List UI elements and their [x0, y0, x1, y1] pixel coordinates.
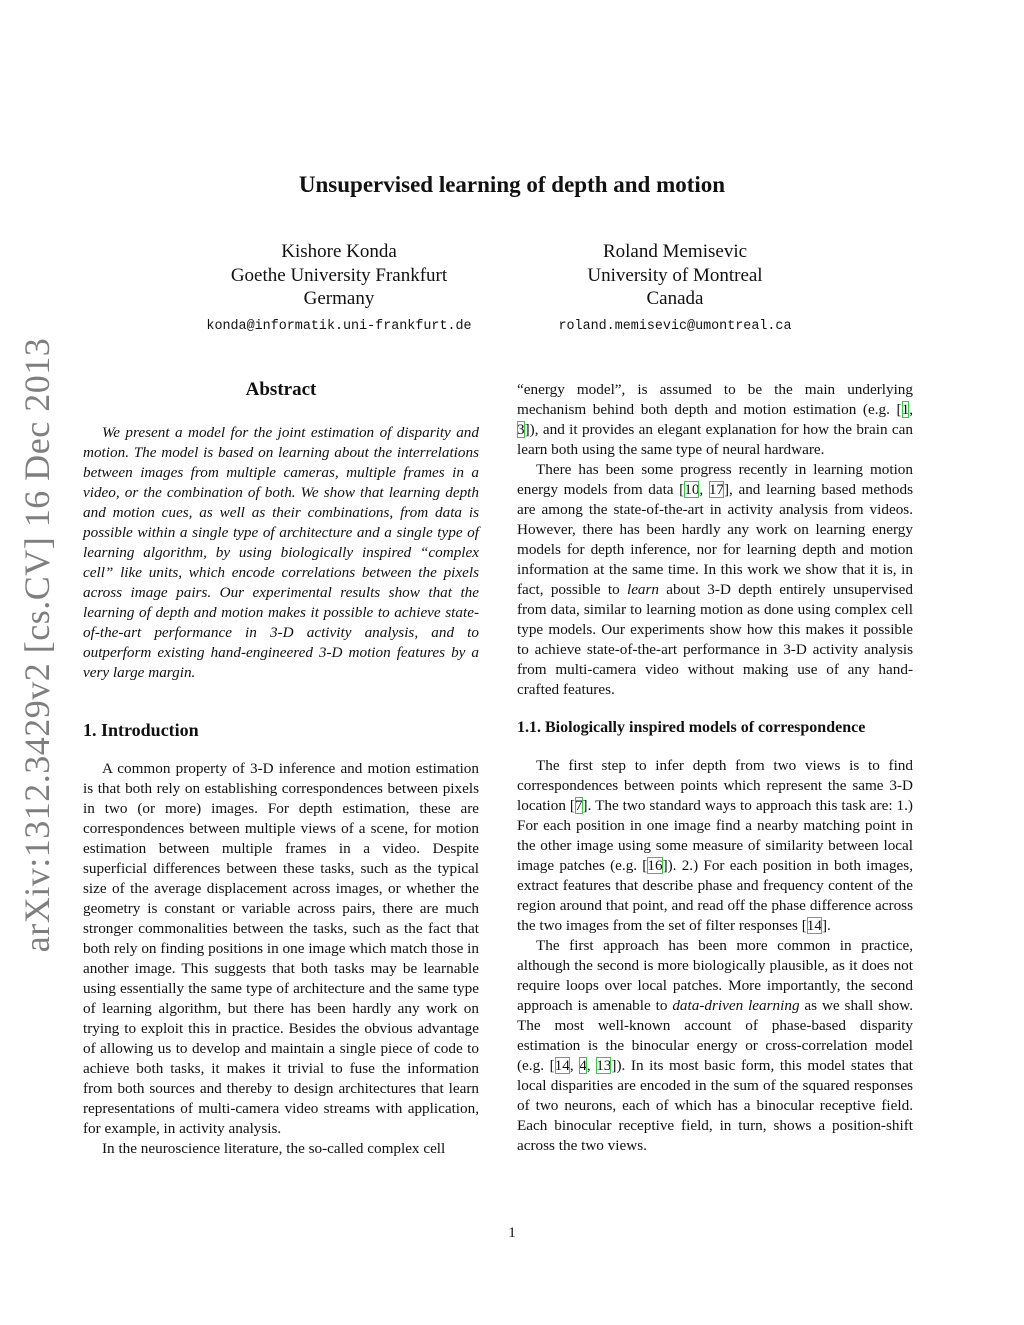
- author-country: Germany: [303, 288, 375, 309]
- subsection-paragraph-2: The first approach has been more common in practice, although the second is more biologically plausible, as it does not require loops over local patches. More importantly, the second approach is amenable to data-driven learning as we shall show. The most well-known account of phase-based disparity estimation is the binocular energy or cross-correlation model (e.g. [14, 4, 13]). In its most basic form, this model states that local disparities are encoded in the sum of the squared responses of two neurons, each of which has a binocular receptive field. Each binocular receptive field, in turn, shows a position-shift across the two views.: [517, 937, 914, 1154]
- author-email[interactable]: konda@informatik.uni-frankfurt.de: [206, 318, 472, 334]
- intro-heading: 1. Introduction: [83, 720, 199, 740]
- citation-link[interactable]: 16: [647, 857, 663, 874]
- author-affiliation: University of Montreal: [587, 264, 763, 286]
- author-block-2: [505, 240, 845, 338]
- subsection-paragraph-1: The first step to infer depth from two views is to find correspondences between points which represent the same 3-D location [7]. The two standard ways to approach this task are: 1.) For each position in one image find a nearby matching point in the other image using some measure of similarity between local image patches (e.g. [16]). 2.) For each position in both images, extract features that describe phase and frequency content of the region around that point, and read off the phase difference across the two images from the set of filter responses [14].: [517, 757, 913, 934]
- citation-link[interactable]: 10: [684, 481, 700, 498]
- citation-link[interactable]: 3: [517, 421, 525, 438]
- intro-paragraph-2: In the neuroscience literature, the so-called complex cell: [102, 1140, 446, 1157]
- citation-link[interactable]: 1: [901, 401, 910, 418]
- abstract-text: We present a model for the joint estimation of disparity and motion. The model is based on learning about the interrelations between images from multiple cameras, multiple frames in a video, or the combination of both. We show that learning depth and motion cues, as well as their combinations, from data is possible within a single type of architecture and a single type of learning algorithm, by using biologically inspired “complex cell” like units, which encode correlations between the pixels across image pairs. Our experimental results show that the learning of depth and motion makes it possible to achieve state-of-the-art performance in 3-D activity analysis, and to outperform existing hand-engineered 3-D motion features by a very large margin.: [83, 424, 479, 681]
- right-column: [517, 380, 913, 1156]
- citation-link[interactable]: 17: [708, 481, 724, 498]
- left-column: [83, 380, 479, 1159]
- paper-title: Unsupervised learning of depth and motion: [298, 172, 726, 197]
- author-name: Kishore Konda: [281, 241, 397, 262]
- subsection-heading: 1.1. Biologically inspired models of correspondence: [517, 719, 866, 736]
- author-block-1: [169, 240, 509, 338]
- author-name: Roland Memisevic: [602, 241, 748, 262]
- citation-link[interactable]: 4: [579, 1057, 587, 1074]
- author-email[interactable]: roland.memisevic@umontreal.ca: [558, 318, 792, 334]
- page-number: 1: [508, 1225, 516, 1241]
- arxiv-stamp: arXiv:1312.3429v2 [cs.CV] 16 Dec 2013: [17, 337, 57, 953]
- abstract-heading: Abstract: [245, 379, 317, 400]
- citation-link[interactable]: 14: [554, 1057, 570, 1074]
- citation-link[interactable]: 13: [596, 1057, 612, 1074]
- right-paragraph-1: “energy model”, is assumed to be the main underlying mechanism behind both depth and motion estimation (e.g. [1, 3]), and it provides an elegant explanation for how the brain can learn both using the same type of neural hardware.: [517, 381, 913, 458]
- author-country: Canada: [646, 288, 704, 309]
- citation-link[interactable]: 7: [574, 797, 583, 814]
- right-paragraph-2: There has been some progress recently in learning motion energy models from data [10, 17], and learning based methods are among the state-of-the-art in activity analysis from videos. However, there has been hardly any work on learning energy models for depth inference, nor for learning depth and motion information at the same time. In this work we show that it is, in fact, possible to learn about 3-D depth entirely unsupervised from data, similar to learning motion as done using complex cell type models. Our experiments show how this makes it possible to achieve state-of-the-art performance in 3-D activity analysis from multi-camera video without making use of any hand-crafted features.: [517, 461, 914, 698]
- intro-paragraph-1: A common property of 3-D inference and motion estimation is that both rely on establishing correspondences between pixels in two (or more) images. For depth estimation, these are correspondences between multiple views of a scene, for motion estimation between multiple frames in a video. Despite superficial differences between these tasks, such as the typical size of the average displacement across images, or whether the geometry is constant or variable across pairs, there are much stronger commonalities between the tasks, such as the fact that both rely on finding positions in one image which match those in another image. This suggests that both tasks may be learnable using essentially the same type of architecture and the same type of learning algorithm, but there has been hardly any work on trying to exploit this in practice. Besides the obvious advantage of allowing us to develop and maintain a single piece of code to achieve both tasks, it makes it trivial to fuse the information from both sources and thereby to design architectures that learn representations of multi-camera video streams with application, for example, in activity analysis.: [83, 760, 479, 1137]
- citation-link[interactable]: 14: [806, 917, 822, 934]
- author-affiliation: Goethe University Frankfurt: [230, 264, 448, 286]
